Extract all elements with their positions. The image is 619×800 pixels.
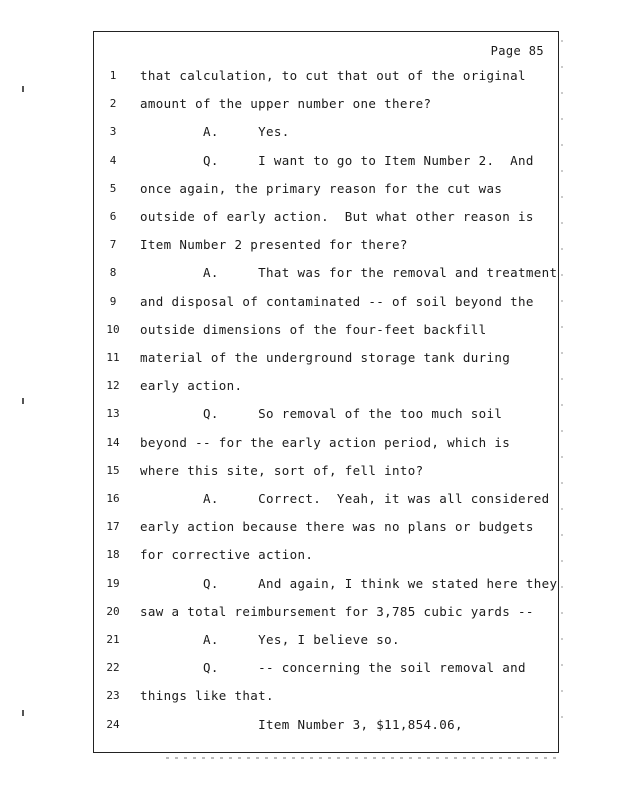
line-number: 3: [109, 125, 117, 139]
transcript-line: [94, 263, 560, 283]
line-text: that calculation, to cut that out of the original: [140, 68, 526, 83]
line-number: 24: [106, 717, 120, 731]
transcript-line: [94, 320, 560, 340]
line-number: 13: [106, 407, 120, 421]
line-number: 20: [106, 604, 120, 618]
transcript-line: [94, 348, 560, 368]
transcript-line: [94, 630, 560, 650]
line-text: and disposal of contaminated -- of soil beyond the: [140, 293, 534, 309]
transcript-line: [94, 404, 560, 424]
line-text: once again, the primary reason for the cut was: [140, 180, 503, 196]
transcript-line: [94, 686, 560, 706]
transcript-line: [94, 545, 560, 565]
transcript-line: [94, 574, 560, 594]
line-text: beyond -- for the early action period, which is: [140, 434, 511, 450]
line-number: 16: [106, 492, 120, 505]
margin-hole-mark-top: [22, 86, 24, 92]
line-number: 1: [109, 69, 117, 82]
transcript-line: [94, 207, 560, 227]
line-text: Q. I want to go to Item Number 2. And: [140, 152, 534, 168]
line-number: 15: [106, 463, 120, 477]
line-number: 12: [106, 379, 120, 393]
line-number: 10: [106, 322, 120, 336]
transcript-line: [94, 66, 560, 86]
transcript-line: [94, 235, 560, 255]
scan-artifact-bottom: [166, 757, 556, 759]
transcript-line: [94, 122, 560, 142]
line-text: where this site, sort of, fell into?: [140, 462, 424, 478]
transcript-line: [94, 602, 560, 622]
transcript-line: [94, 94, 560, 114]
transcript-line: [94, 715, 560, 735]
line-number: 7: [109, 238, 117, 252]
line-number: 22: [106, 661, 120, 675]
line-text: early action because there was no plans or budgets: [140, 519, 534, 535]
line-number: 14: [106, 435, 120, 449]
line-number: 2: [109, 97, 117, 111]
line-number: 18: [106, 548, 120, 562]
line-number: 19: [106, 576, 120, 590]
line-text: amount of the upper number one there?: [140, 96, 432, 112]
line-text: A. Yes, I believe so.: [140, 632, 400, 647]
line-number: 8: [109, 266, 117, 280]
transcript-line: [94, 151, 560, 171]
line-text: saw a total reimbursement for 3,785 cubic yards --: [140, 603, 534, 619]
line-text: A. Correct. Yeah, it was all considered: [140, 491, 550, 506]
line-text: Item Number 2 presented for there?: [140, 237, 408, 253]
scan-artifact-right: [561, 40, 563, 740]
line-text: A. Yes.: [140, 124, 290, 140]
line-number: 23: [106, 689, 120, 703]
line-number: 5: [109, 181, 117, 195]
line-number: 4: [109, 153, 117, 167]
transcript-line: [94, 489, 560, 509]
line-number: 21: [106, 633, 120, 646]
margin-hole-mark-middle: [22, 398, 24, 404]
line-number: 17: [106, 520, 120, 534]
transcript-line: [94, 292, 560, 312]
transcript-line: [94, 376, 560, 396]
line-number: 6: [109, 210, 117, 223]
line-text: outside of early action. But what other reason is: [140, 209, 534, 224]
line-text: Q. And again, I think we stated here they: [140, 575, 558, 591]
margin-hole-mark-bottom: [22, 710, 24, 716]
line-text: early action.: [140, 378, 243, 394]
line-text: things like that.: [140, 688, 274, 704]
transcript-page: [93, 31, 559, 753]
transcript-line: [94, 179, 560, 199]
transcript-line: [94, 461, 560, 481]
line-text: for corrective action.: [140, 547, 314, 563]
transcript-line: [94, 517, 560, 537]
transcript-line: [94, 658, 560, 678]
line-text: Q. -- concerning the soil removal and: [140, 660, 526, 676]
line-number: 9: [109, 294, 117, 308]
line-number: 11: [106, 351, 120, 364]
page-number: Page 85: [490, 44, 544, 58]
transcript-line: [94, 433, 560, 453]
line-text: Q. So removal of the too much soil: [140, 406, 503, 422]
line-text: material of the underground storage tank during: [140, 350, 511, 365]
line-text: Item Number 3, $11,854.06,: [140, 716, 463, 732]
line-text: A. That was for the removal and treatment: [140, 265, 558, 281]
line-text: outside dimensions of the four-feet backfill: [140, 321, 487, 337]
